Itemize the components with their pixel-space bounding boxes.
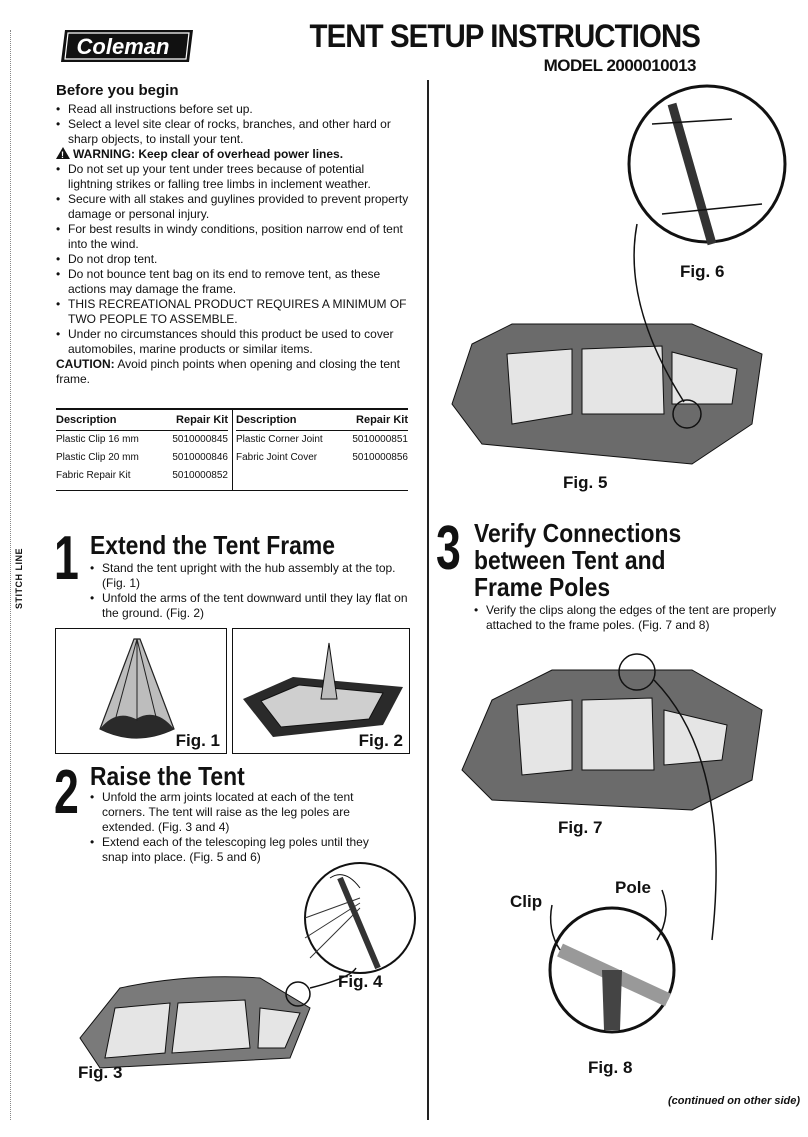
before-list-a (56, 102, 410, 147)
fig-6-label: Fig. 6 (680, 262, 725, 281)
table-row: Plastic Clip 20 mm 5010000846 (56, 452, 228, 463)
page-title: TENT SETUP INSTRUCTIONS (309, 18, 700, 54)
list-item: • Secure with all stakes and guylines provided to prevent property damage or personal injury. (56, 192, 410, 222)
model-number: MODEL 2000010013 (543, 56, 696, 75)
step-2-number: 2 (54, 758, 79, 827)
fig-1-label: Fig. 1 (175, 731, 220, 750)
list-item: • Under no circumstances should this product be used to cover automobiles, marine products or similar items. (56, 327, 410, 357)
step-3-title-line-3: Frame Poles (474, 572, 611, 602)
warning-line (56, 147, 410, 162)
list-item: • Do not bounce tent bag on its end to remove tent, as these actions may damage the frame. (56, 267, 410, 297)
table-row: Plastic Clip 16 mm 5010000845 (56, 434, 228, 445)
list-item: • Unfold the arm joints located at each of the tent corners. The tent will raise as the leg poles are extended. (Fig. 3 and 4) (90, 790, 398, 835)
fig-5-label: Fig. 5 (563, 473, 608, 492)
list-item: • THIS RECREATIONAL PRODUCT REQUIRES A MINIMUM OF TWO PEOPLE TO ASSEMBLE. (56, 297, 410, 327)
table-divider (232, 410, 233, 490)
col-kit-header: Repair Kit (356, 414, 408, 426)
caution-note (56, 357, 410, 387)
before-you-begin-section (56, 82, 410, 387)
continued-note: (continued on other side) (668, 1095, 800, 1107)
list-item: • Stand the tent upright with the hub assembly at the top. (Fig. 1) (90, 561, 408, 591)
column-divider (427, 80, 429, 1120)
step-1-number: 1 (54, 524, 79, 593)
parts-col-right (236, 410, 408, 467)
caution-label: CAUTION: (56, 357, 115, 371)
before-list-b (56, 162, 410, 357)
list-item: • Select a level site clear of rocks, branches, and other hard or sharp objects, to install your tent. (56, 117, 410, 147)
step-2-list (90, 790, 398, 865)
parts-table (56, 408, 408, 491)
step-1-list (90, 561, 408, 621)
fig-5-6-illustration (432, 84, 802, 484)
pole-label: Pole (615, 878, 651, 897)
fig-2-box (232, 628, 410, 754)
warning-text: WARNING: Keep clear of overhead power lines. (73, 147, 344, 161)
fig-3-label: Fig. 3 (78, 1063, 123, 1082)
list-item: • Unfold the arms of the tent downward until they lay flat on the ground. (Fig. 2) (90, 591, 408, 621)
step-1-title: Extend the Tent Frame (90, 530, 335, 560)
step-3-number: 3 (436, 514, 461, 583)
list-item: • Extend each of the telescoping leg poles until they snap into place. (Fig. 5 and 6) (90, 835, 398, 865)
table-row: Plastic Corner Joint 5010000851 (236, 434, 408, 445)
fig-2-label: Fig. 2 (358, 731, 403, 750)
fig-7-8-illustration (432, 640, 802, 1080)
list-item: • Do not set up your tent under trees because of potential lightning strikes or falling tree limbs in inclement weather. (56, 162, 410, 192)
coleman-logo (57, 26, 197, 66)
table-row: Fabric Repair Kit 5010000852 (56, 470, 228, 481)
stitch-line-label: STITCH LINE (14, 548, 24, 609)
step-3-title-line-2: between Tent and (474, 545, 666, 575)
caution-text: Avoid pinch points when opening and closing the tent frame. (56, 357, 400, 386)
col-description-header: Description (56, 414, 117, 426)
table-row: Fabric Joint Cover 5010000856 (236, 452, 408, 463)
stitch-line (10, 30, 12, 1120)
fig-7-label: Fig. 7 (558, 818, 603, 837)
fig-8-label: Fig. 8 (588, 1058, 633, 1077)
list-item: • Verify the clips along the edges of the tent are properly attached to the frame poles. (Fig. 7 and 8) (474, 603, 802, 633)
warning-icon (56, 147, 70, 159)
step-2-title: Raise the Tent (90, 761, 245, 791)
clip-label: Clip (510, 892, 543, 911)
list-item: • For best results in windy conditions, position narrow end of tent into the wind. (56, 222, 410, 252)
step-3-title-line-1: Verify Connections (474, 518, 682, 548)
list-item: • Read all instructions before set up. (56, 102, 410, 117)
col-kit-header: Repair Kit (176, 414, 228, 426)
step-3-list (474, 603, 802, 633)
col-description-header: Description (236, 414, 297, 426)
parts-col-left (56, 410, 228, 485)
list-item: • Do not drop tent. (56, 252, 410, 267)
fig-4-label: Fig. 4 (338, 972, 383, 991)
before-heading: Before you begin (56, 82, 179, 99)
fig-1-box (55, 628, 227, 754)
brand-text: Coleman (76, 34, 170, 59)
